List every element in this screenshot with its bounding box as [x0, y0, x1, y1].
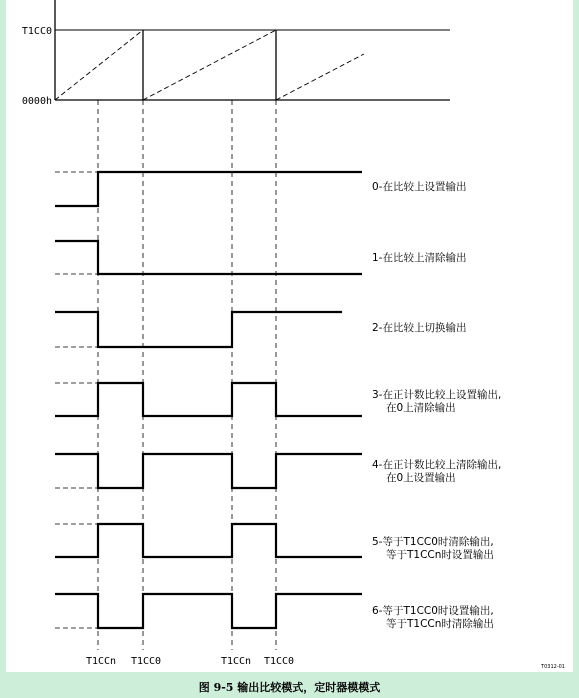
figure-caption: 图 9-5 输出比较模式，定时器模模式 [198, 681, 381, 694]
mode-labels [372, 180, 501, 630]
counter-ramp [55, 30, 364, 100]
counter-top-label: T1CC0 [21, 26, 52, 37]
counter-bottom-label: 0000h [21, 96, 52, 107]
mode-4-label-line2: 在0上设置输出 [386, 472, 456, 484]
time-label-t1ccn-1: T1CCn [85, 656, 117, 667]
mode-6-label-line2: 等于T1CCn时清除输出 [386, 618, 494, 630]
waveform-mode-5 [55, 524, 362, 557]
time-label-t1ccn-2: T1CCn [220, 656, 252, 667]
mode-5-label-line1: 5-等于T1CC0时清除输出, [372, 536, 494, 548]
waveform-mode-0 [55, 172, 362, 206]
figure-panel [6, 0, 573, 672]
mode-3-label-line2: 在0上清除输出 [386, 402, 456, 414]
waveform-mode-1 [55, 241, 362, 274]
mode-4-label-line1: 4-在正计数比较上清除输出, [372, 459, 502, 471]
timing-diagram [6, 0, 573, 672]
time-labels [86, 656, 294, 667]
mode-1-label: 1-在比较上清除输出 [372, 252, 467, 264]
mode-0-label: 0-在比较上设置输出 [372, 181, 467, 193]
time-label-t1cc0-1: T1CC0 [130, 656, 162, 667]
waveform-mode-6 [55, 594, 362, 628]
counter-plot [22, 0, 450, 107]
mode-5-label-line2: 等于T1CCn时设置输出 [386, 549, 494, 561]
time-label-t1cc0-2: T1CC0 [263, 656, 295, 667]
mode-2-label: 2-在比较上切换输出 [372, 322, 467, 334]
time-guides [98, 100, 276, 650]
waveform-mode-3 [55, 383, 362, 416]
waveform-mode-2 [55, 312, 342, 347]
figure-id: T0312-01 [541, 664, 565, 670]
waveform-mode-4 [55, 454, 362, 488]
mode-3-label-line1: 3-在正计数比较上设置输出, [372, 389, 502, 401]
mode-6-label-line1: 6-等于T1CC0时设置输出, [372, 605, 494, 617]
